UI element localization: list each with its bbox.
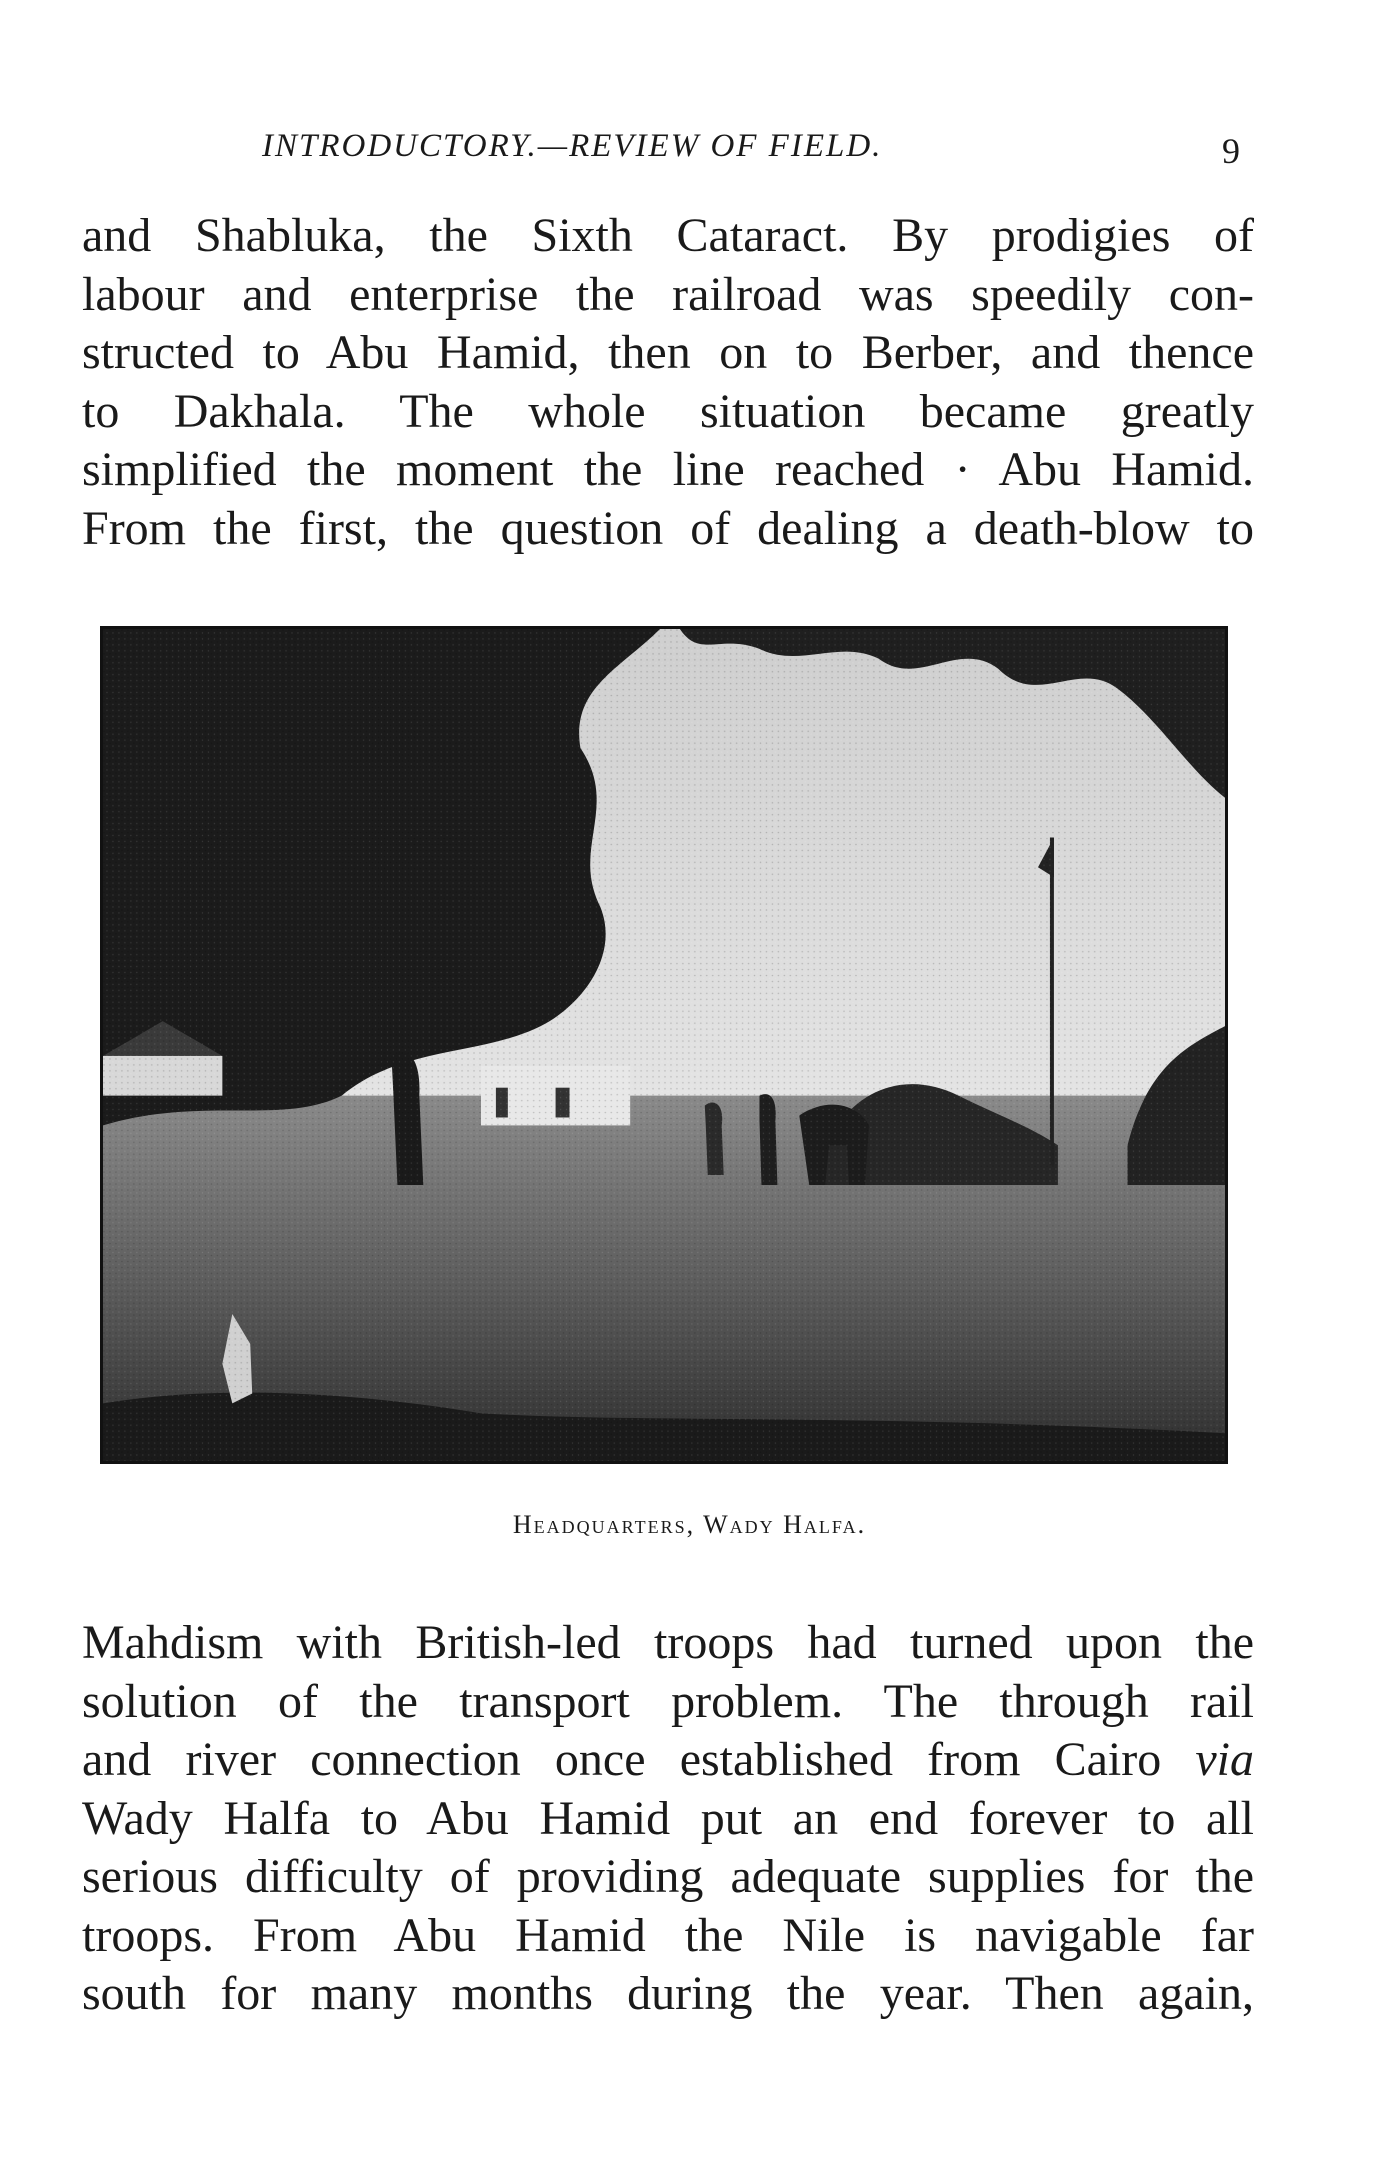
paragraph-bottom [82, 1614, 1254, 2024]
text-line: troops. From Abu Hamid the Nile is navigable far [82, 1908, 1254, 1962]
headquarters-photograph [100, 626, 1228, 1464]
text-line: south for many months during the year. Then again, [82, 1967, 1254, 2020]
text-line: Mahdism with British-led troops had turned upon the [82, 1616, 1254, 1669]
page-number: 9 [1222, 131, 1240, 171]
text-line: labour and enterprise the railroad was speedily con- [82, 267, 1254, 321]
text-line-with-italic [82, 1731, 1254, 1790]
text-line: to Dakhala. The whole situation became greatly [82, 384, 1254, 438]
photo-illustration [103, 629, 1225, 1461]
text-line: structed to Abu Hamid, then on to Berber, and thence [82, 326, 1254, 379]
text-line: From the first, the question of dealing a death-blow to [82, 501, 1254, 555]
text-line: simplified the moment the line reached · Abu Hamid. [82, 443, 1254, 496]
text-line: solution of the transport problem. The through rail [82, 1674, 1254, 1728]
text-line: Wady Halfa to Abu Hamid put an end forever to all [82, 1791, 1254, 1845]
text-line: serious difficulty of providing adequate supplies for the [82, 1850, 1254, 1903]
paragraph-top [82, 207, 1254, 558]
text-line-part: and river connection once established from Cairo [82, 1733, 1162, 1786]
italic-word-via: via [1195, 1733, 1255, 1786]
text-line: and Shabluka, the Sixth Cataract. By prodigies of [82, 209, 1254, 262]
figure-caption: Headquarters, Wady Halfa. [512, 1510, 867, 1539]
running-title: INTRODUCTORY.—REVIEW OF FIELD. [262, 128, 883, 164]
